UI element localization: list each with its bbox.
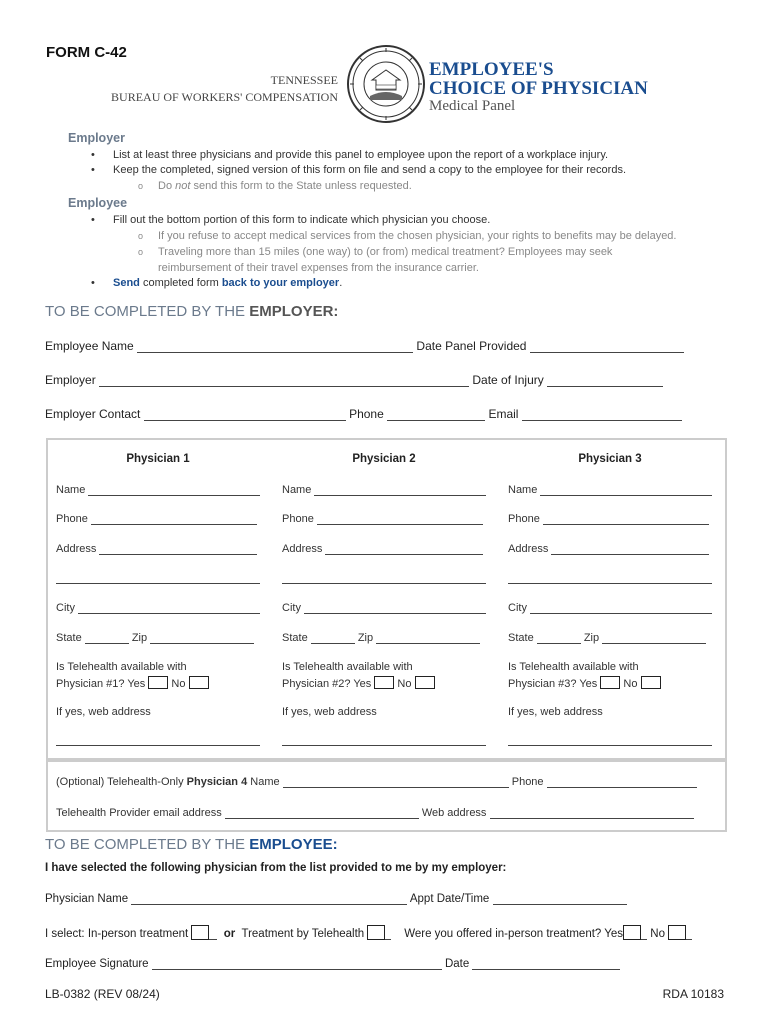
physician-3-city-field[interactable]	[530, 602, 712, 614]
in-person-checkbox[interactable]	[191, 925, 209, 940]
employer-instruction-sub: o Do not send this form to the State unless requested.	[138, 180, 412, 192]
physician-2-phone-field[interactable]	[317, 513, 483, 525]
telehealth-physician-name-field[interactable]	[283, 776, 509, 788]
physician-selection-row: Physician Name Appt Date/Time	[45, 893, 627, 905]
employer-instructions-heading: Employer	[68, 131, 125, 145]
employer-field[interactable]	[99, 375, 469, 387]
employee-name-field[interactable]	[137, 341, 413, 353]
rda-number: RDA 10183	[662, 987, 724, 1001]
employee-instruction-sub2: o Traveling more than 15 miles (one way) to (or from) medical treatment? Employees may seek	[138, 246, 613, 258]
physician-1-city: City	[56, 602, 260, 614]
employer-section-heading: TO BE COMPLETED BY THE EMPLOYER:	[45, 303, 339, 320]
physician-3-zip-field[interactable]	[602, 632, 706, 644]
physician-1-address: Address	[56, 543, 257, 555]
agency-state: TENNESSEE	[270, 73, 338, 87]
physician-1-web-field[interactable]	[56, 734, 260, 746]
physician-2-web	[282, 734, 486, 746]
physician-3-web	[508, 734, 712, 746]
employee-instruction-sub2-cont: reimbursement of their travel expenses from the insurance carrier.	[158, 262, 479, 274]
physician-3-state-field[interactable]	[537, 632, 581, 644]
telehealth-web-field[interactable]	[490, 807, 694, 819]
physician-2-name-field[interactable]	[314, 484, 486, 496]
physician-3-web-label: If yes, web address	[508, 706, 603, 718]
physician-1-telehealth-q: Is Telehealth available with	[56, 661, 187, 673]
physician-2-address-field[interactable]	[325, 543, 483, 555]
employee-instruction-2: • Send completed form back to your employer.	[91, 277, 343, 289]
physician-1-name-field[interactable]	[88, 484, 260, 496]
physician-3-telehealth-yes-checkbox[interactable]	[600, 676, 620, 689]
telehealth-email-field[interactable]	[225, 807, 419, 819]
date-panel-field[interactable]	[530, 341, 684, 353]
physician-3-name-field[interactable]	[540, 484, 712, 496]
employee-name-row: Employee Name Date Panel Provided	[45, 339, 684, 353]
agency-bureau: BUREAU OF WORKERS' COMPENSATION	[111, 90, 338, 104]
physician-1-phone: Phone	[56, 513, 257, 525]
physician-3-web-field[interactable]	[508, 734, 712, 746]
employee-section-heading: TO BE COMPLETED BY THE EMPLOYEE:	[45, 836, 338, 853]
employer-contact-row: Employer Contact Phone Email	[45, 407, 682, 421]
physician-3-phone-field[interactable]	[543, 513, 709, 525]
telehealth-physician-phone-field[interactable]	[547, 776, 697, 788]
physician-2-name: Name	[282, 484, 486, 496]
physician-1-address-2	[56, 572, 260, 584]
physician-1-state-zip: State Zip	[56, 632, 254, 644]
physician-2-title: Physician 2	[352, 453, 416, 465]
physician-3-name: Name	[508, 484, 712, 496]
physician-2-web-label: If yes, web address	[282, 706, 377, 718]
state-seal	[346, 44, 426, 124]
physician-2-address2-field[interactable]	[282, 572, 486, 584]
physician-2-state-field[interactable]	[311, 632, 355, 644]
physician-2-city: City	[282, 602, 486, 614]
physician-3-address-field[interactable]	[551, 543, 709, 555]
physician-2-telehealth-no-checkbox[interactable]	[415, 676, 435, 689]
date-injury-field[interactable]	[547, 375, 663, 387]
employee-instructions-heading: Employee	[68, 196, 128, 210]
signature-row: Employee Signature Date	[45, 958, 620, 970]
physician-3-state-zip: State Zip	[508, 632, 706, 644]
physician-2-phone: Phone	[282, 513, 483, 525]
employee-instruction-1: • Fill out the bottom portion of this form to indicate which physician you choose.	[91, 214, 491, 226]
employer-phone-field[interactable]	[387, 409, 485, 421]
physician-2-telehealth-yes-checkbox[interactable]	[374, 676, 394, 689]
physician-1-phone-field[interactable]	[91, 513, 257, 525]
physician-3-address: Address	[508, 543, 709, 555]
treatment-selection-row: I select: In-person treatment or Treatment by Telehealth Were you offered in-person treatment? Yes No	[45, 925, 692, 940]
form-title-line3: Medical Panel	[429, 98, 516, 114]
physician-3-telehealth-no-checkbox[interactable]	[641, 676, 661, 689]
physician-3-city: City	[508, 602, 712, 614]
form-number: FORM C-42	[46, 44, 127, 61]
physician-2-city-field[interactable]	[304, 602, 486, 614]
physician-1-address2-field[interactable]	[56, 572, 260, 584]
employer-instruction-2: • Keep the completed, signed version of this form on file and send a copy to the employee for their records.	[91, 164, 627, 176]
physician-3-phone: Phone	[508, 513, 709, 525]
physician-3-telehealth-answer: Physician #3? Yes No	[508, 676, 661, 690]
employer-instruction-1: • List at least three physicians and provide this panel to employee upon the report of a workplace injury.	[91, 149, 609, 161]
physician-2-telehealth-q: Is Telehealth available with	[282, 661, 413, 673]
physician-1-telehealth-answer: Physician #1? Yes No	[56, 676, 209, 690]
employee-statement: I have selected the following physician from the list provided to me by my employer:	[45, 862, 507, 874]
employee-signature-field[interactable]	[152, 958, 442, 970]
physician-3-address2-field[interactable]	[508, 572, 712, 584]
employer-email-field[interactable]	[522, 409, 682, 421]
telehealth-only-panel	[46, 760, 727, 832]
employee-instruction-sub1: o If you refuse to accept medical services from the chosen physician, your rights to benefits may be delayed.	[138, 230, 677, 242]
physician-1-city-field[interactable]	[78, 602, 260, 614]
telehealth-provider-row: Telehealth Provider email address Web address	[56, 807, 694, 819]
form-title-line1: EMPLOYEE'S	[429, 59, 554, 80]
physician-1-web	[56, 734, 260, 746]
physician-1-address-field[interactable]	[99, 543, 257, 555]
physician-2-address-2	[282, 572, 486, 584]
physician-3-title: Physician 3	[578, 453, 642, 465]
telehealth-only-row: (Optional) Telehealth-Only Physician 4 Name Phone	[56, 776, 697, 788]
physician-2-address: Address	[282, 543, 483, 555]
physician-2-zip-field[interactable]	[376, 632, 480, 644]
employer-row: Employer Date of Injury	[45, 373, 663, 387]
physician-1-telehealth-yes-checkbox[interactable]	[148, 676, 168, 689]
telehealth-checkbox[interactable]	[367, 925, 385, 940]
physician-2-telehealth-answer: Physician #2? Yes No	[282, 676, 435, 690]
form-code: LB-0382 (REV 08/24)	[45, 987, 160, 1001]
physician-2-state-zip: State Zip	[282, 632, 480, 644]
selected-physician-name-field[interactable]	[131, 893, 407, 905]
offered-yes-checkbox[interactable]	[623, 925, 641, 940]
physician-1-web-label: If yes, web address	[56, 706, 151, 718]
offered-no-checkbox[interactable]	[668, 925, 686, 940]
physician-2-web-field[interactable]	[282, 734, 486, 746]
physician-1-state-field[interactable]	[85, 632, 129, 644]
physician-3-telehealth-q: Is Telehealth available with	[508, 661, 639, 673]
physician-1-title: Physician 1	[126, 453, 190, 465]
employer-contact-field[interactable]	[144, 409, 346, 421]
signature-date-field[interactable]	[472, 958, 620, 970]
physician-1-telehealth-no-checkbox[interactable]	[189, 676, 209, 689]
form-title-line2: CHOICE OF PHYSICIAN	[429, 78, 648, 99]
physician-1-zip-field[interactable]	[150, 632, 254, 644]
physician-1-name: Name	[56, 484, 260, 496]
physician-3-address-2	[508, 572, 712, 584]
appt-datetime-field[interactable]	[493, 893, 627, 905]
